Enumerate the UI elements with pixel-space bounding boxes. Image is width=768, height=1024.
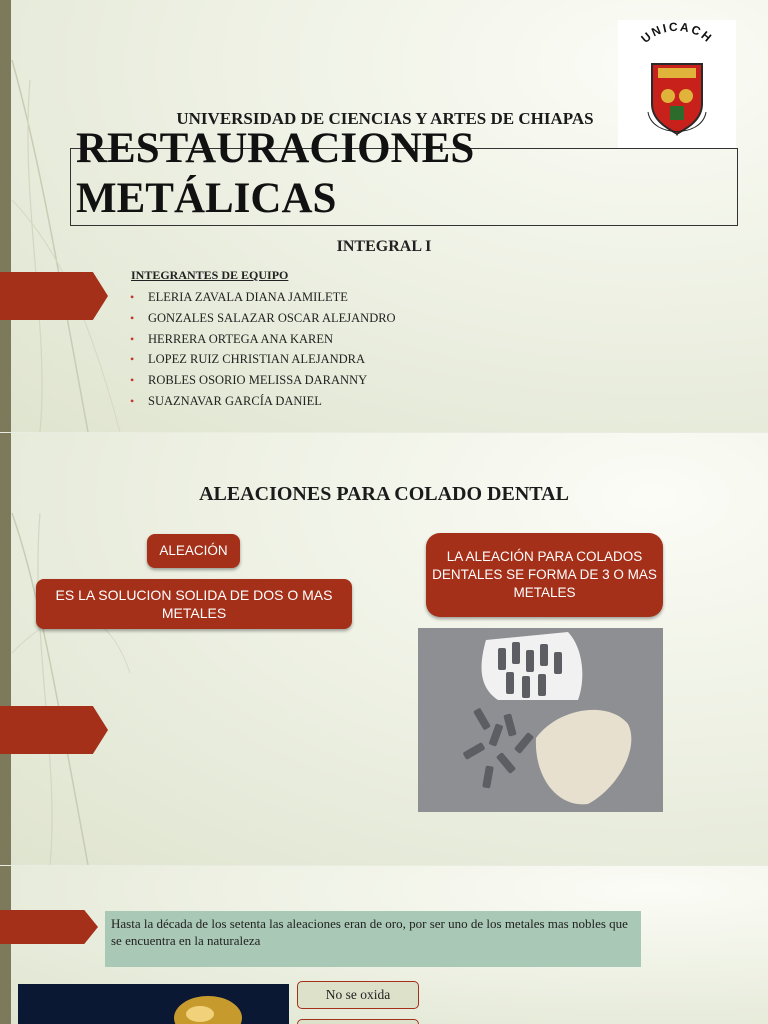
aleacion-box: ALEACIÓN [147,534,240,568]
slide-1 [0,0,768,432]
slide-3 [0,866,768,1024]
history-note: Hasta la década de los setenta las aleaciones eran de oro, por ser uno de los metales mas nobles que se encuentra en la naturaleza [105,911,641,967]
title-line-2: METÁLICAS [76,175,337,222]
bullet-icon: • [130,352,135,367]
colados-box: LA ALEACIÓN PARA COLADOS DENTALES SE FORMA DE 3 O MAS METALES [426,533,663,617]
bullet-icon: • [130,331,135,346]
left-bar [0,866,11,1024]
definition-box: ES LA SOLUCION SOLIDA DE DOS O MAS METALES [36,579,352,629]
title-line-1: RESTAURACIONES [76,125,475,172]
team-member: • GONZALES SALAZAR OSCAR ALEJANDRO [130,308,396,329]
university-name: UNIVERSIDAD DE CIENCIAS Y ARTES DE CHIAPAS [176,109,594,128]
bullet-icon: • [130,393,135,408]
team-member: • LOPEZ RUIZ CHRISTIAN ALEJANDRA [130,349,396,370]
team-member: • ROBLES OSORIO MELISSA DARANNY [130,370,396,391]
team-member: • ELERIA ZAVALA DIANA JAMILETE [130,287,396,308]
bullet-icon: • [130,310,135,325]
bullet-icon: • [130,290,135,304]
slide-2 [0,433,768,865]
team-member: • SUAZNAVAR GARCÍA DANIEL [130,391,396,412]
property-tag [297,1019,419,1024]
gold-crown-photo [18,984,289,1024]
logo-text: UNICACH [638,20,716,46]
red-arrow-marker [0,272,108,320]
alloy-pellets-photo [418,628,663,812]
no-oxida-tag: No se oxida [297,981,419,1009]
red-arrow-marker [0,910,98,944]
team-heading: INTEGRANTES DE EQUIPO [131,268,289,282]
bullet-icon: • [130,373,135,388]
course-name: INTEGRAL I [336,238,432,255]
slide-title: ALEACIONES PARA COLADO DENTAL [199,483,569,505]
svg-text:UNICACH [638,20,715,46]
team-member: • HERRERA ORTEGA ANA KAREN [130,329,396,350]
university-logo [618,20,736,148]
presentation-title [76,124,474,224]
team-list [130,287,396,412]
red-arrow-marker [0,706,108,754]
